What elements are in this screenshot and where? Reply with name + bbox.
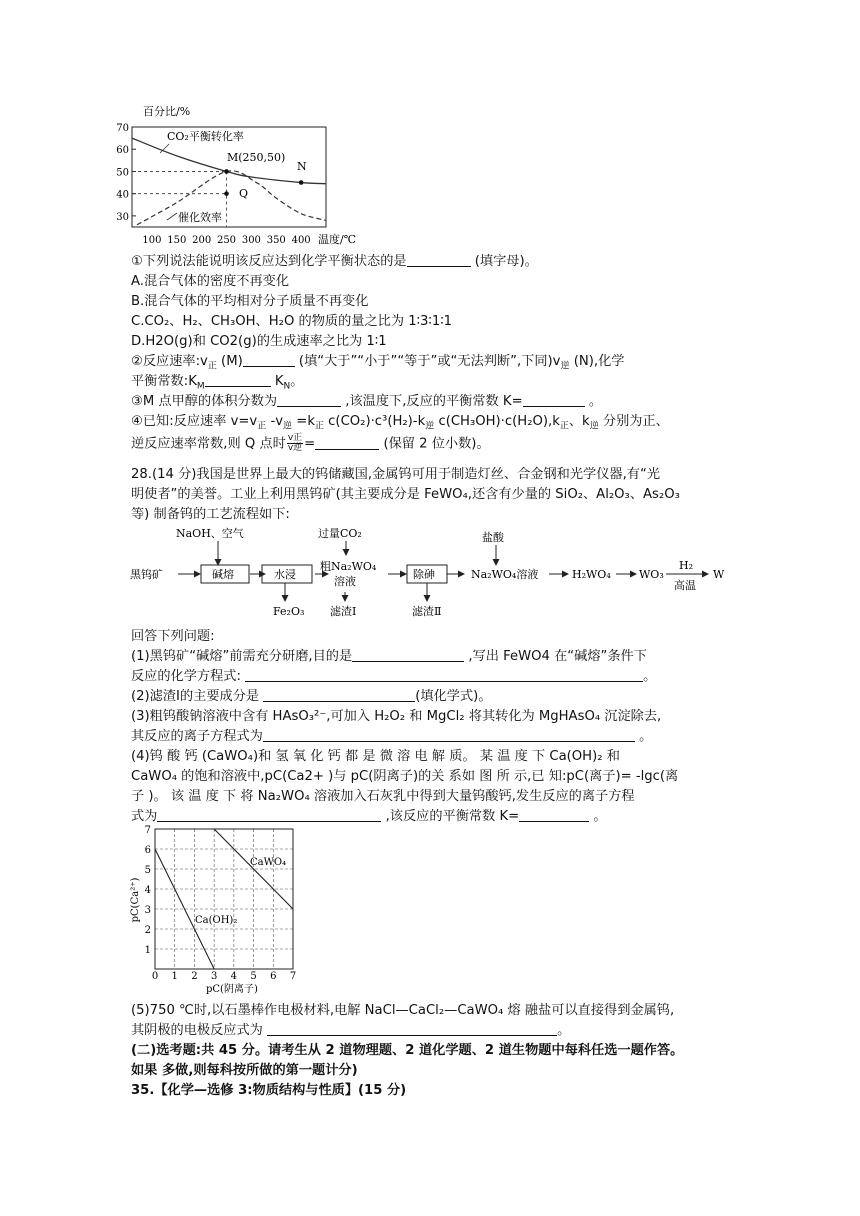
questions-intro: 回答下列问题: [131, 629, 215, 644]
chart2-grid [155, 829, 293, 969]
flow-na2wo4-solution: Na₂WO₄溶液 [471, 568, 539, 581]
point-m-label: M(250,50) [227, 151, 286, 164]
answer-blank[interactable] [523, 393, 585, 407]
q27-option-d: D.H2O(g)和 CO2(g)的生成速率之比为 1∶1 [131, 334, 387, 349]
chart1-x-tick-label: 100 [142, 235, 162, 245]
cawo4-label: CaWO₄ [250, 857, 287, 868]
chart1-x-tick-label: 350 [266, 235, 286, 245]
section-elective-line2: 如果 多做,则每科按所做的第一题计分) [131, 1063, 358, 1078]
q28-line2: 明使者”的美誉。工业上利用黑钨矿(其主要成分是 FeWO₄,还含有少量的 SiO₂、Al₂O₃、As₂O₃ [131, 487, 680, 502]
solubility-chart [128, 822, 308, 1000]
flow-input-co2: 过量CO₂ [318, 527, 362, 540]
chart1-y-tick-label: 60 [116, 145, 129, 157]
q4-line1: (4)钨 酸 钙 (CaWO₄)和 氢 氧 化 钙 都 是 微 溶 电 解 质。 某 温 度 下 Ca(OH)₂ 和 [131, 749, 620, 764]
flow-condition-h2: H₂ [679, 559, 694, 572]
answer-blank[interactable] [352, 648, 464, 662]
q5-line1: (5)750 ℃时,以石墨棒作电极材料,电解 NaCl—CaCl₂—CaWO₄ 熔 融盐可以直接得到金属钨, [131, 1003, 675, 1018]
answer-blank[interactable] [263, 728, 635, 742]
q4-line2: CaWO₄ 的饱和溶液中,pC(Ca2+ )与 pC(阴离子)的关 系如 图 所 示,已 知:pC(离子)= -lgc(离 [131, 769, 679, 784]
efficiency-label-leader [167, 213, 177, 220]
chart2-y-tick-label: 6 [144, 845, 151, 856]
q27-option-b: B.混合气体的平均相对分子质量不再变化 [131, 294, 369, 309]
chart2-y-tick-label: 3 [144, 905, 151, 916]
chart2-ylabel: pC(Ca²⁺) [130, 877, 141, 923]
flow-input-naoh: NaOH、空气 [176, 527, 244, 540]
q4-line3: 子 )。 该 温 度 下 将 Na₂WO₄ 溶液加入石灰乳中得到大量钨酸钙,发生反应的离子方程 [131, 789, 635, 804]
chart2-x-tick-label: 2 [191, 971, 198, 982]
q1-line2: 反应的化学方程式: 。 [131, 669, 657, 684]
process-flow-diagram [128, 525, 738, 625]
flow-box-water-leach: 水浸 [274, 568, 296, 581]
chart1-x-ticks [142, 235, 310, 245]
chart1-y-tick-label: 30 [116, 211, 129, 223]
efficiency-curve-label: 催化效率 [178, 211, 222, 224]
chart2-x-tick-label: 6 [270, 971, 277, 982]
q3-line2: 其反应的离子方程式为 。 [131, 729, 653, 744]
chart2-x-ticks [152, 971, 296, 982]
chart1-point [224, 191, 229, 196]
section-elective-line1: (二)选考题:共 45 分。请考生从 2 道物理题、2 道化学题、2 道生物题中每科任选一题作答。 [131, 1043, 684, 1058]
chart1-x-tick-label: 250 [216, 235, 237, 245]
answer-blank[interactable] [407, 253, 471, 267]
answer-blank[interactable] [519, 808, 589, 822]
q27-option-a: A.混合气体的密度不再变化 [131, 274, 290, 289]
q3-line1: (3)粗钨酸钠溶液中含有 HAsO₃²⁻,可加入 H₂O₂ 和 MgCl₂ 将其转化为 MgHAsO₄ 沉淀除去, [131, 709, 662, 724]
flow-input-hcl: 盐酸 [482, 531, 504, 544]
chart1-point [224, 169, 229, 174]
chart1-y-tick-label: 40 [116, 189, 129, 201]
flow-output-fe2o3: Fe₂O₃ [273, 605, 305, 618]
chart2-x-tick-label: 1 [171, 971, 178, 982]
chart1-x-tick-label: 300 [241, 235, 261, 245]
chart2-x-tick-label: 5 [250, 971, 257, 982]
q28-line1: 28.(14 分)我国是世界上最大的钨储藏国,金属钨可用于制造灯丝、合金钢和光学仪器,有“光 [131, 467, 661, 482]
chart2-x-tick-label: 4 [230, 971, 238, 982]
chart2-y-tick-label: 7 [144, 825, 151, 836]
chart1-x-tick-label: 400 [291, 235, 311, 245]
q1-line1: (1)黑钨矿“碱熔”前需充分研磨,目的是 ,写出 FeWO4 在“碱熔”条件下 [131, 649, 647, 664]
flow-h2wo4: H₂WO₄ [572, 568, 611, 581]
chart2-x-tick-label: 7 [289, 971, 297, 982]
flow-residue-2: 滤渣Ⅱ [412, 605, 442, 618]
chart2-y-ticks [145, 825, 151, 956]
answer-blank[interactable] [205, 373, 271, 387]
chart2-frame [155, 829, 293, 969]
chart1-x-tick-label: 200 [192, 235, 212, 245]
answer-blank[interactable] [243, 353, 295, 367]
q27-option-c: C.CO₂、H₂、CH₃OH、H₂O 的物质的量之比为 1∶3∶1∶1 [131, 314, 453, 329]
chart2-lines [155, 829, 293, 969]
q5-line2: 其阴极的电极反应式为 。 [131, 1023, 571, 1038]
chart1-y-tick-label: 50 [116, 167, 129, 179]
q27-part3: ③M 点甲醇的体积分数为 ,该温度下,反应的平衡常数 K= 。 [131, 394, 603, 409]
chart2-y-tick-label: 5 [144, 865, 151, 876]
catalytic-efficiency-curve [137, 171, 326, 225]
chart2-xlabel: pC(阴离子) [206, 984, 258, 995]
q27-part1: ①下列说法能说明该反应达到化学平衡状态的是 (填字母)。 [131, 254, 538, 269]
flow-box-alkali-fusion: 碱熔 [212, 568, 234, 581]
point-q-label: Q [239, 187, 249, 200]
point-n-label: N [297, 160, 307, 173]
rate-ratio-fraction: $\frac{\text{v正}}{\text{v逆}}$ [287, 433, 303, 453]
co2-curve-label: CO₂平衡转化率 [167, 130, 244, 143]
flow-box-arsenic-removal: 除砷 [413, 568, 435, 581]
flow-wo3: WO₃ [639, 568, 664, 581]
flow-condition-heat: 高温 [674, 579, 696, 592]
answer-blank[interactable] [245, 668, 643, 682]
chart1-ylabel: 百分比/% [143, 105, 191, 118]
q2-line: (2)滤渣Ⅰ的主要成分是 (填化学式)。 [131, 689, 492, 704]
flow-crude-solution-2: 溶液 [334, 575, 356, 588]
chart1-points [224, 169, 303, 196]
answer-blank[interactable] [263, 688, 415, 702]
flow-end: W [713, 568, 725, 581]
q27-part2b: 平衡常数$:K_M$ $K_N$。 [131, 374, 304, 392]
chart2-y-tick-label: 2 [144, 925, 151, 936]
flow-start: 黑钨矿 [130, 568, 163, 581]
answer-blank[interactable] [277, 393, 341, 407]
equilibrium-chart [105, 100, 435, 245]
q27-part4b: 逆反应速率常数,则 Q 点时 $\frac{\text{v正}}{\text{v逆}}$ = (保留 2 位小数)。 [131, 433, 490, 453]
q4-line4: 式为 ,该反应的平衡常数 K= 。 [131, 809, 607, 824]
chart2-x-tick-label: 3 [210, 971, 218, 982]
q28-line3: 等) 制备钨的工艺流程如下: [131, 507, 290, 522]
question-35-title: 35.【化学—选修 3:物质结构与性质】(15 分) [131, 1083, 407, 1098]
chart2-y-tick-label: 4 [144, 885, 151, 896]
q27-part4: ④已知:反应速率 $v=v_正$ $-v_逆 =k_正$ $c(CO_2)\cdot c^3(H_2)-k_逆$ $c(CH_3OH)\cdot c(H_2O),k_正$、$k_逆$ 分别为正、 [131, 414, 669, 432]
answer-blank[interactable] [157, 808, 381, 822]
chart1-point [299, 180, 304, 185]
chart2-y-tick-label: 1 [144, 945, 151, 956]
chart1-x-tick-label: 150 [167, 235, 187, 245]
caoh2-label: Ca(OH)₂ [195, 915, 238, 926]
chart1-y-tick-label: 70 [116, 123, 129, 134]
flow-crude-solution: 粗Na₂WO₄ [320, 560, 377, 573]
answer-blank[interactable] [267, 1022, 557, 1036]
q27-part2: ②反应速率$:v_正$ (M) (填“大于”“小于”“等于”或“无法判断”,下同)$v_逆$ (N),化学 [131, 354, 625, 372]
answer-blank[interactable] [315, 436, 379, 450]
flow-residue-1: 滤渣Ⅰ [330, 605, 357, 618]
chart1-xlabel: 温度/℃ [318, 233, 357, 245]
chart2-x-tick-label: 0 [151, 971, 159, 982]
